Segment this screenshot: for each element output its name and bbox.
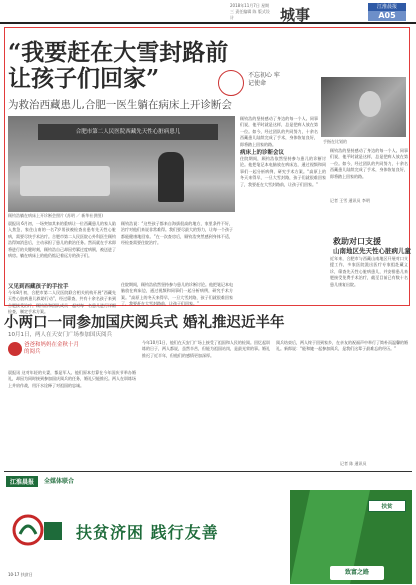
masthead (0, 0, 416, 24)
ad-tag-top: 扶贫 (368, 500, 406, 512)
story2-body-mid: 今年10月1日，他们在天安门广场上接受了祖国和人民的检阅。回忆起训练的日子，两人都说，虽然辛苦，但能为祖国站岗，是最光荣的事。婚礼推迟了近半年，但他们的感情更加深厚。 (142, 340, 270, 358)
person-shape (158, 152, 184, 202)
sidebar-title: 救助对口支援 (333, 237, 381, 246)
headline-line-1: “我要赶在大雪封路前 (8, 39, 229, 66)
face-shape (359, 91, 381, 117)
page-number: A05 (368, 11, 406, 21)
ad-paper-logo: 江淮晨报 (6, 476, 38, 487)
feature-body-left: 晨报讯 6月初，一场突如其来的重病让一位西藏患儿的家人陷入焦急，家住山南的一名7岁男孩被检查出患有先天性心脏病，需要尽快手术治疗。合肥市第二人民医院心外科医生顾钧浩得知消息后，主动承担了患儿的救治任务。然而就在手术即将进行的关键时刻，顾钧浩自己却因劳累过度病倒，被送进了病房。躺在病床上的他仍惦记着远方的孩子们。 (8, 221, 116, 259)
issue-date: 2018年11月7日 星期三 责任编辑 陈 版式设计 (230, 3, 270, 20)
feature-body-mid-2: 住院期间，顾钧浩依然坚持参与患儿的诊断讨论。他把笔记本电脑放在病床边，通过视频和同事们一起分析病例，研究手术方案。“高原上的冬天来得早，一旦大雪封路，孩子们就很难回家了，我要赶在大雪封路前，让孩子们回家。” (121, 282, 233, 307)
emblem-icon (218, 70, 244, 96)
feature-body-right: 住院期间，顾钧浩依然坚持参与患儿的诊断讨论。他把笔记本电脑放在病床边，通过视频和同事们一起分析病例，研究手术方案。“高原上的冬天来得早，一旦大雪封路，孩子们就很难回家了，我要赶在大雪封路前，让孩子们回家。” (240, 156, 326, 187)
ad-tag-bottom: 致富之路 (330, 566, 384, 580)
photo-banner: 合肥市第二人民医院西藏先天性心脏病患儿 (38, 124, 218, 140)
story2-tag-text: 爸爸和妈妈在金秋十月的阅兵 (24, 342, 80, 355)
feature-body-right-top: 顾钧浩的坚持感动了身边的每一个人。同事们说，他平时就是这样，总是把病人放在第一位。如今，经过团队的共同努力，十余名西藏患儿陆续完成了手术，身体恢复良好，即将踏上回家的路。 (240, 116, 318, 147)
feature-section-1-title: 又见到西藏孩子的手拉手 (8, 284, 69, 290)
story2-headline: 小两口一同参加国庆阅兵式 婚礼推迟近半年 (4, 314, 285, 331)
poverty-alleviation-emblem-icon (10, 512, 66, 552)
side-photo-caption: 手指在比划的 (323, 139, 347, 144)
feature-headline (8, 40, 248, 92)
side-photo (321, 77, 406, 137)
sidebar-body: 近年来，合肥市与西藏山南地区开展对口支援工作，多家医院派出医疗专家组赴藏义诊，筛查先天性心脏病患儿，并安排患儿来肥接受免费手术治疗，截至目前已有数十名患儿康复出院。 (330, 256, 408, 287)
story2-credit: 记者 陈 通讯员 (340, 461, 367, 466)
feature-body-left-2: 今年8月初，合肥市第二人民医院联合相关机构开展“西藏先天性心脏病患儿救助行动”，经过筛查，共有十余名孩子来到合肥接受治疗。顾钧浩和团队成员一起对每一名患儿进行详细检查，制定手术方案。 (8, 290, 116, 315)
story2-tag (8, 340, 80, 366)
feature-body-mid: 顾钧浩说：“这些孩子都来自海拔很高的地方，家里条件不好，治疗对他们来说非常难得。我们要尽最大的努力，让每一个孩子都能健康地回家。”在一次查房后，顾钧浩突然感到身体不适，经检查需要住院治疗。 (121, 221, 233, 246)
paper-name: 江淮晨报 (368, 3, 406, 11)
feature-section-2-title: 病床上的诊断会议 (240, 150, 285, 156)
sidebar-credit: 记者 王雪 通讯员 李明 (330, 198, 370, 203)
red-circle-icon (8, 342, 22, 356)
story2-body-left: 晨报讯 这对年轻的夫妻，都是军人。他们原本打算在今年国庆节举办婚礼，却因为同时接到参加国庆阅兵的任务，婚礼只能推迟。两人在训练场上并肩作战，用汗水诠释了对祖国的忠诚。 (8, 370, 136, 388)
page-badge (368, 3, 406, 21)
sidebar-subtitle: 山南地区先天性心脏病儿童 (333, 247, 411, 255)
hospital-bed-shape (20, 166, 110, 196)
story2-subhead: 10月1日，两人在天安门广场参加国庆阅兵 (8, 332, 112, 338)
main-photo-caption: 顾钧浩躺在病床上开诊断会照片 (苏明 ／ 新华社供图) (8, 213, 103, 218)
story2-body-right: 阅兵结束后，两人终于回到家乡，在亲友的祝福声中举行了简朴而温馨的婚礼。新郎说：“能和她一起参加阅兵，是我们这辈子最难忘的经历。” (276, 340, 408, 352)
headline-line-2: 让孩子们回家” (8, 65, 160, 92)
column-tag: 不忘初心 牢记使命 (248, 72, 280, 87)
feature-subhead: 为救治西藏患儿,合肥一医生躺在病床上开诊断会 (8, 99, 232, 111)
feature-body-far-right: 顾钧浩的坚持感动了身边的每一个人。同事们说，他平时就是这样，总是把病人放在第一位。如今，经过团队的共同努力，十余名西藏患儿陆续完成了手术，身体恢复良好，即将踏上回家的路。 (330, 148, 408, 179)
ad-media-logo: 全媒体联合 (44, 478, 75, 485)
ad-slogan: 扶贫济困 践行友善 (76, 523, 219, 542)
section-title: 城事 (280, 6, 311, 24)
main-photo (8, 116, 235, 212)
ad-caption: 10·17 扶贫日 (8, 572, 33, 577)
